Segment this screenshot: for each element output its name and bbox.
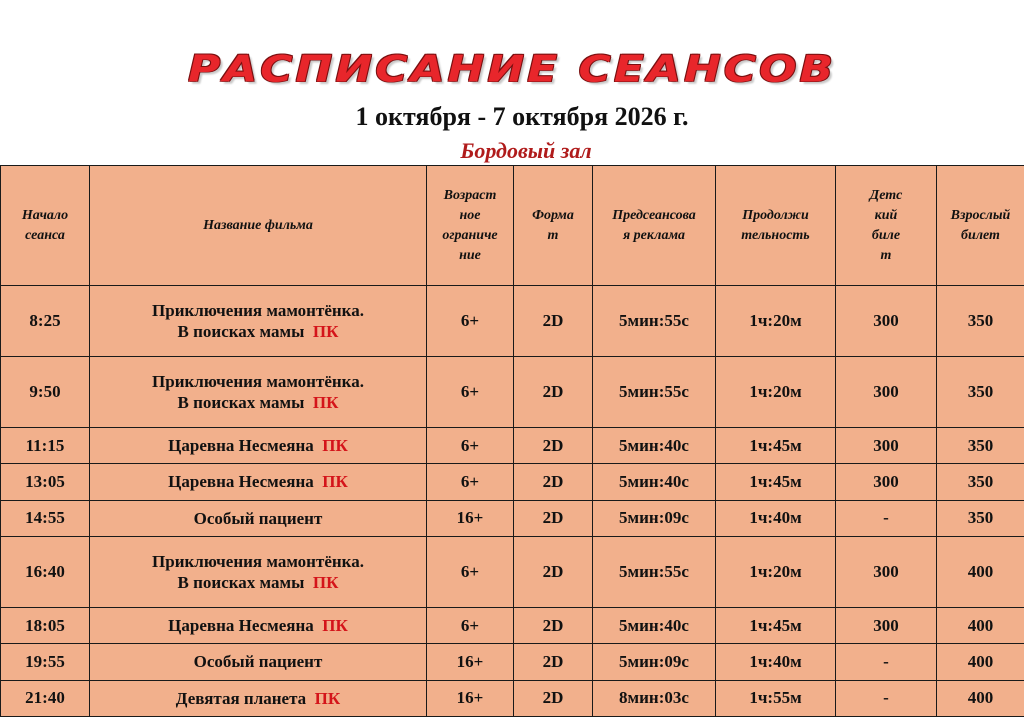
- advert-duration: 8мин:03с: [593, 680, 716, 716]
- age-rating: 6+: [427, 536, 514, 607]
- col-header-advert-line2: я реклама: [622, 227, 686, 243]
- table-row: [1, 428, 1024, 464]
- date-range: 1 октября - 7 октября 2026 г.: [355, 102, 689, 131]
- col-header-start-line2: сеанса: [25, 227, 65, 243]
- col-header-child-ticket: [836, 166, 937, 286]
- film-title: [90, 500, 427, 536]
- col-header-film: Название фильма: [90, 166, 427, 286]
- advert-duration: 5мин:55с: [593, 536, 716, 607]
- col-header-duration-line1: Продолжи: [742, 207, 809, 223]
- session-time: 18:05: [1, 607, 90, 643]
- col-header-advert: [593, 166, 716, 286]
- col-header-adult-ticket: [937, 166, 1024, 286]
- header-row: [1, 166, 1024, 286]
- col-header-child-line1: Детс: [869, 187, 903, 203]
- film-duration: 1ч:45м: [716, 464, 836, 500]
- child-ticket-price: -: [836, 644, 937, 680]
- col-header-age-line1: Возраст: [443, 187, 497, 203]
- child-ticket-price: 300: [836, 428, 937, 464]
- film-format: 2D: [514, 428, 593, 464]
- table-row: [1, 607, 1024, 643]
- advert-duration: 5мин:40с: [593, 607, 716, 643]
- pk-badge: ПК: [312, 322, 339, 341]
- col-header-adult-line2: билет: [961, 227, 1000, 243]
- table-row: [1, 357, 1024, 428]
- session-time: 9:50: [1, 357, 90, 428]
- film-title: [90, 680, 427, 716]
- film-duration: 1ч:45м: [716, 607, 836, 643]
- session-time: 8:25: [1, 286, 90, 357]
- film-title: [90, 607, 427, 643]
- film-title: [90, 536, 427, 607]
- col-header-duration: [716, 166, 836, 286]
- session-time: 14:55: [1, 500, 90, 536]
- child-ticket-price: 300: [836, 286, 937, 357]
- age-rating: 6+: [427, 464, 514, 500]
- adult-ticket-price: 400: [937, 536, 1024, 607]
- table-row: [1, 500, 1024, 536]
- film-title-line1: Царевна Несмеяна: [168, 436, 314, 456]
- col-header-child-line3: биле: [871, 227, 901, 243]
- col-header-age: [427, 166, 514, 286]
- age-rating: 6+: [427, 428, 514, 464]
- age-rating: 16+: [427, 500, 514, 536]
- age-rating: 6+: [427, 607, 514, 643]
- film-title-line1: Особый пациент: [193, 508, 323, 528]
- session-time: 13:05: [1, 464, 90, 500]
- film-format: 2D: [514, 644, 593, 680]
- child-ticket-price: 300: [836, 607, 937, 643]
- pk-badge: ПК: [322, 472, 348, 492]
- adult-ticket-price: 400: [937, 644, 1024, 680]
- film-title-line2: В поисках мамы: [177, 393, 305, 412]
- film-format: 2D: [514, 286, 593, 357]
- col-header-child-line4: т: [880, 247, 892, 263]
- adult-ticket-price: 350: [937, 464, 1024, 500]
- hall-name: Бордовый зал: [460, 138, 592, 163]
- film-duration: 1ч:55м: [716, 680, 836, 716]
- film-duration: 1ч:45м: [716, 428, 836, 464]
- col-header-start: [1, 166, 90, 286]
- col-header-age-line4: ние: [459, 247, 481, 263]
- film-duration: 1ч:20м: [716, 536, 836, 607]
- child-ticket-price: 300: [836, 357, 937, 428]
- col-header-age-line3: ограниче: [442, 227, 498, 243]
- child-ticket-price: 300: [836, 536, 937, 607]
- table-row: [1, 644, 1024, 680]
- pk-badge: ПК: [322, 436, 348, 456]
- film-title: [90, 357, 427, 428]
- child-ticket-price: 300: [836, 464, 937, 500]
- film-title-line1: Приключения мамонтёнка.: [152, 551, 364, 571]
- film-title-line1: Приключения мамонтёнка.: [152, 301, 364, 320]
- film-title-line1: Особый пациент: [193, 652, 323, 672]
- col-header-format-line1: Форма: [532, 207, 574, 223]
- col-header-duration-line2: тельность: [741, 227, 810, 243]
- film-title-line1: Царевна Несмеяна: [168, 472, 314, 492]
- film-title-line2: В поисках мамы: [177, 572, 305, 592]
- age-rating: 16+: [427, 644, 514, 680]
- film-title-line1: Девятая планета: [175, 688, 307, 708]
- film-format: 2D: [514, 464, 593, 500]
- table-row: [1, 286, 1024, 357]
- film-duration: 1ч:20м: [716, 357, 836, 428]
- page-title: РАСПИСАНИЕ СЕАНСОВ: [187, 48, 837, 91]
- age-rating: 16+: [427, 680, 514, 716]
- advert-duration: 5мин:40с: [593, 428, 716, 464]
- table-row: [1, 464, 1024, 500]
- adult-ticket-price: 350: [937, 500, 1024, 536]
- film-title-line1: Приключения мамонтёнка.: [152, 372, 364, 391]
- film-title: [90, 286, 427, 357]
- advert-duration: 5мин:55с: [593, 357, 716, 428]
- table-row: [1, 536, 1024, 607]
- session-time: 19:55: [1, 644, 90, 680]
- pk-badge: ПК: [314, 688, 341, 708]
- film-duration: 1ч:40м: [716, 644, 836, 680]
- child-ticket-price: -: [836, 500, 937, 536]
- film-title: [90, 644, 427, 680]
- advert-duration: 5мин:09с: [593, 644, 716, 680]
- schedule-table: [0, 165, 1024, 717]
- col-header-adult-line1: Взрослый: [950, 207, 1011, 223]
- pk-badge: ПК: [322, 616, 348, 636]
- session-time: 11:15: [1, 428, 90, 464]
- pk-badge: ПК: [312, 393, 339, 412]
- pk-badge: ПК: [312, 572, 339, 592]
- adult-ticket-price: 350: [937, 428, 1024, 464]
- col-header-advert-line1: Предсеансова: [612, 207, 696, 223]
- adult-ticket-price: 400: [937, 680, 1024, 716]
- adult-ticket-price: 350: [937, 286, 1024, 357]
- film-format: 2D: [514, 357, 593, 428]
- film-format: 2D: [514, 536, 593, 607]
- advert-duration: 5мин:40с: [593, 464, 716, 500]
- col-header-format: [514, 166, 593, 286]
- film-title: [90, 428, 427, 464]
- table-row: [1, 680, 1024, 716]
- col-header-start-line1: Начало: [21, 207, 69, 223]
- film-title: [90, 464, 427, 500]
- film-format: 2D: [514, 607, 593, 643]
- session-time: 21:40: [1, 680, 90, 716]
- film-duration: 1ч:40м: [716, 500, 836, 536]
- col-header-age-line2: ное: [459, 207, 481, 223]
- session-time: 16:40: [1, 536, 90, 607]
- advert-duration: 5мин:09с: [593, 500, 716, 536]
- child-ticket-price: -: [836, 680, 937, 716]
- film-duration: 1ч:20м: [716, 286, 836, 357]
- film-title-line2: В поисках мамы: [177, 322, 305, 341]
- adult-ticket-price: 350: [937, 357, 1024, 428]
- age-rating: 6+: [427, 357, 514, 428]
- film-format: 2D: [514, 500, 593, 536]
- col-header-child-line2: кий: [874, 207, 898, 223]
- film-title-line1: Царевна Несмеяна: [168, 616, 314, 636]
- film-format: 2D: [514, 680, 593, 716]
- col-header-format-line2: т: [547, 227, 559, 243]
- age-rating: 6+: [427, 286, 514, 357]
- advert-duration: 5мин:55с: [593, 286, 716, 357]
- adult-ticket-price: 400: [937, 607, 1024, 643]
